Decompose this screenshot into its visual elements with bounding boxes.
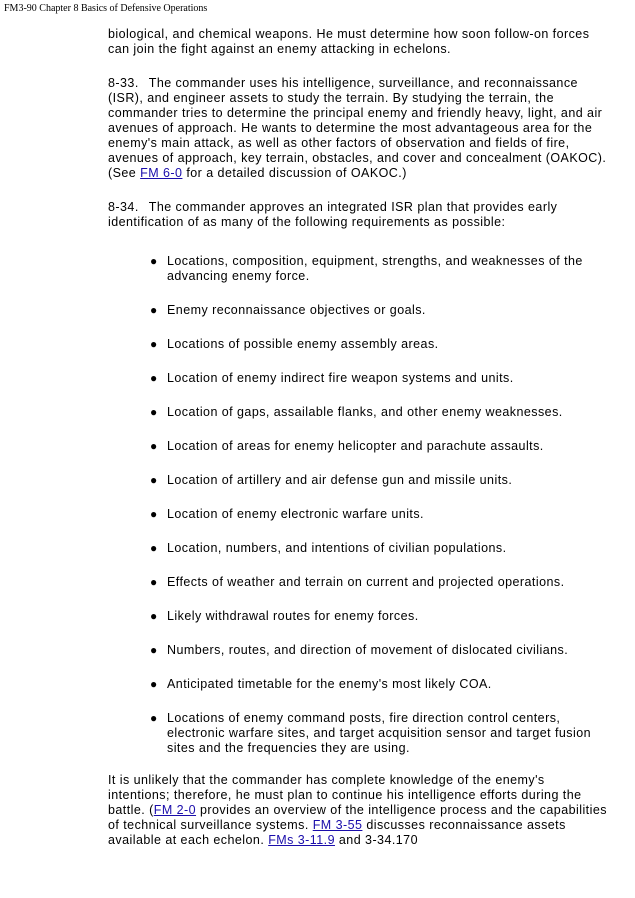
- bullet-icon: ●: [150, 303, 158, 317]
- paragraph-text: for a detailed discussion of OAKOC.): [182, 166, 407, 180]
- list-item: [108, 405, 608, 420]
- fm-2-0-link[interactable]: FM 2-0: [153, 803, 197, 817]
- list-item: [108, 711, 608, 756]
- closing-paragraph: [108, 773, 608, 848]
- list-item: [108, 254, 608, 284]
- list-item-text: Numbers, routes, and direction of movement of dislocated civilians.: [167, 643, 569, 657]
- list-item: [108, 439, 608, 454]
- bullet-icon: ●: [150, 405, 158, 419]
- paragraph-number: 8-33.: [108, 76, 139, 90]
- list-item-text: Location of gaps, assailable flanks, and other enemy weaknesses.: [167, 405, 563, 419]
- list-item: [108, 303, 608, 318]
- bullet-icon: ●: [150, 439, 158, 453]
- bullet-icon: ●: [150, 643, 158, 657]
- list-item-text: Anticipated timetable for the enemy's most likely COA.: [167, 677, 492, 691]
- list-item: [108, 507, 608, 522]
- list-item: [108, 541, 608, 556]
- bullet-icon: ●: [150, 575, 158, 589]
- list-item-text: Location of enemy electronic warfare units.: [167, 507, 424, 521]
- bullet-icon: ●: [150, 711, 158, 725]
- list-item: [108, 609, 608, 624]
- bullet-icon: ●: [150, 473, 158, 487]
- fms-3-11-9-link[interactable]: FMs 3-11.9: [268, 833, 335, 847]
- bullet-icon: ●: [150, 677, 158, 691]
- paragraph-number: 8-34.: [108, 200, 139, 214]
- bullet-icon: ●: [150, 609, 158, 623]
- paragraph-text: discusses reconnaissance assets available at each echelon.: [108, 818, 566, 847]
- intro-paragraph: biological, and chemical weapons. He must determine how soon follow-on forces can join the fight against an enemy attacking in echelons.: [108, 27, 590, 56]
- page-header: FM3-90 Chapter 8 Basics of Defensive Operations: [4, 3, 208, 14]
- fm-6-0-link[interactable]: FM 6-0: [140, 166, 183, 180]
- list-item-text: Effects of weather and terrain on current and projected operations.: [167, 575, 565, 589]
- document-body: [108, 27, 608, 848]
- list-item: [108, 643, 608, 658]
- paragraph-text: The commander approves an integrated ISR plan that provides early identification of as many of the following requirements as possible:: [108, 200, 558, 229]
- list-item-text: Location, numbers, and intentions of civilian populations.: [167, 541, 507, 555]
- list-item-text: Location of artillery and air defense gun and missile units.: [167, 473, 513, 487]
- bullet-icon: ●: [150, 507, 158, 521]
- paragraph-text: provides an overview of the intelligence process and the capabilities of technical surveillance systems.: [108, 803, 607, 832]
- list-item: [108, 371, 608, 386]
- list-item: [108, 337, 608, 352]
- paragraph-8-33: [108, 76, 608, 181]
- bullet-icon: ●: [150, 337, 158, 351]
- paragraph-text: and 3-34.170: [334, 833, 418, 847]
- bullet-icon: ●: [150, 371, 158, 385]
- list-item-text: Locations of enemy command posts, fire direction control centers, electronic warfare sites, and target acquisition sensor and target fusion sites and the frequencies they are using.: [167, 711, 592, 755]
- paragraph-text: It is unlikely that the commander has complete knowledge of the enemy's intentions; therefore, he must plan to continue his intelligence efforts during the battle. (: [108, 773, 582, 817]
- list-item-text: Location of enemy indirect fire weapon systems and units.: [167, 371, 514, 385]
- bullet-icon: ●: [150, 541, 158, 555]
- list-item-text: Enemy reconnaissance objectives or goals.: [167, 303, 426, 317]
- list-item-text: Locations of possible enemy assembly areas.: [167, 337, 439, 351]
- list-item: [108, 677, 608, 692]
- list-item-text: Location of areas for enemy helicopter and parachute assaults.: [167, 439, 544, 453]
- list-item-text: Locations, composition, equipment, strengths, and weaknesses of the advancing enemy force.: [167, 254, 583, 283]
- fm-3-55-link[interactable]: FM 3-55: [312, 818, 363, 832]
- paragraph-8-34: [108, 200, 608, 230]
- list-item-text: Likely withdrawal routes for enemy forces.: [167, 609, 419, 623]
- requirements-list: [108, 254, 608, 756]
- bullet-icon: ●: [150, 254, 158, 268]
- list-item: [108, 575, 608, 590]
- list-item: [108, 473, 608, 488]
- paragraph-text: The commander uses his intelligence, surveillance, and reconnaissance (ISR), and engineer assets to study the terrain. By studying the terrain, the commander tries to determine the principal enemy and friendly heavy, light, and air avenues of approach. He wants to determine the most advantageous area for the enemy's main attack, as well as other factors of observation and fields of fire, avenues of approach, key terrain, obstacles, and cover and concealment (OAKOC). (See: [108, 76, 607, 180]
